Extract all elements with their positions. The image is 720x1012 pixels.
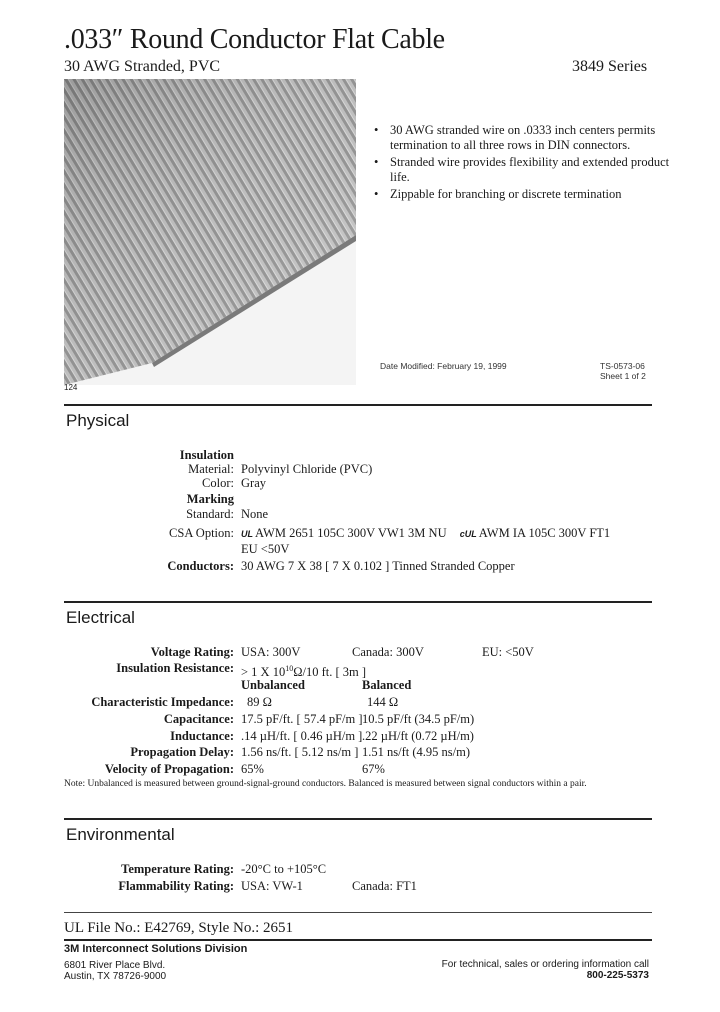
propagation-delay-label: Propagation Delay:	[130, 745, 234, 759]
material-value: Polyvinyl Chloride (PVC)	[241, 462, 373, 476]
color-value: Gray	[241, 476, 266, 490]
address-line-1: 6801 River Place Blvd.	[64, 960, 166, 971]
marking-label: Marking	[186, 492, 234, 506]
inductance-label: Inductance:	[170, 729, 234, 743]
feature-list	[374, 123, 674, 204]
voltage-canada: Canada: 300V	[352, 645, 424, 659]
ul-file-number: UL File No.: E42769, Style No.: 2651	[64, 920, 294, 936]
conductors-value: 30 AWG 7 X 38 [ 7 X 0.102 ] Tinned Stranded Copper	[241, 559, 515, 573]
contact-text: For technical, sales or ordering information call	[441, 959, 649, 970]
standard-value: None	[241, 507, 269, 521]
impedance-label: Characteristic Impedance:	[91, 695, 234, 709]
temperature-value: -20°C to +105°C	[241, 862, 327, 876]
velocity-label: Velocity of Propagation:	[104, 762, 234, 776]
insulation-label: Insulation	[179, 448, 234, 462]
material-label: Material:	[188, 462, 234, 476]
physical-heading: Physical	[66, 411, 130, 430]
capacitance-balanced: 10.5 pF/ft (34.5 pF/m)	[362, 712, 475, 726]
voltage-eu: EU: <50V	[482, 645, 534, 659]
capacitance-label: Capacitance:	[163, 712, 234, 726]
cul-logo-icon: cUL	[459, 529, 477, 539]
section-divider	[64, 601, 652, 603]
impedance-unbalanced: 89 Ω	[247, 695, 272, 709]
csa-label: CSA Option:	[169, 526, 234, 540]
page-subtitle: 30 AWG Stranded, PVC	[64, 58, 221, 75]
inductance-balanced: .22 µH/ft (0.72 µH/m)	[362, 729, 474, 743]
standard-label: Standard:	[186, 507, 234, 521]
csa-value	[241, 526, 610, 542]
conductors-label: Conductors:	[167, 559, 234, 573]
footer-divider	[64, 939, 652, 941]
section-divider	[64, 818, 652, 820]
ul-logo-icon: UL	[241, 529, 253, 539]
unbalanced-heading: Unbalanced	[241, 678, 305, 692]
section-divider	[64, 404, 652, 406]
propagation-delay-unbalanced: 1.56 ns/ft. [ 5.12 ns/m ]	[241, 745, 359, 759]
flammability-usa: USA: VW-1	[241, 879, 303, 893]
propagation-delay-balanced: 1.51 ns/ft (4.95 ns/m)	[362, 745, 470, 759]
ins-res-exponent: 10	[285, 664, 294, 673]
feature-item: • Zippable for branching or discrete termination	[374, 187, 674, 202]
flammability-label: Flammability Rating:	[118, 879, 234, 893]
impedance-balanced: 144 Ω	[367, 695, 399, 709]
contact-phone: 800-225-5373	[586, 970, 649, 981]
velocity-balanced: 67%	[362, 762, 385, 776]
section-divider	[64, 912, 652, 913]
csa-value-1: AWM 2651 105C 300V VW1 3M NU	[255, 526, 447, 540]
page-title: .033″ Round Conductor Flat Cable	[64, 24, 445, 55]
series-label: 3849 Series	[572, 58, 648, 75]
address-line-2: Austin, TX 78726-9000	[64, 971, 167, 982]
feature-item: • Stranded wire provides flexibility and extended product life.	[374, 155, 674, 185]
page-number: 124	[64, 383, 78, 392]
temperature-label: Temperature Rating:	[121, 862, 234, 876]
csa-value-2: AWM IA 105C 300V FT1	[478, 526, 611, 540]
cable-photo	[64, 79, 356, 385]
voltage-label: Voltage Rating:	[150, 645, 234, 659]
color-label: Color:	[202, 476, 234, 490]
velocity-unbalanced: 65%	[241, 762, 264, 776]
date-modified: Date Modified: February 19, 1999	[380, 361, 507, 371]
environmental-heading: Environmental	[66, 825, 175, 844]
balanced-heading: Balanced	[362, 678, 412, 692]
insulation-resistance-label: Insulation Resistance:	[116, 661, 234, 675]
voltage-usa: USA: 300V	[241, 645, 301, 659]
sheet-number: Sheet 1 of 2	[600, 371, 646, 381]
capacitance-unbalanced: 17.5 pF/ft. [ 57.4 pF/m ]	[241, 712, 363, 726]
flammability-canada: Canada: FT1	[352, 879, 417, 893]
electrical-note: Note: Unbalanced is measured between ground-signal-ground conductors. Balanced is measured between signal conductors within a pair.	[64, 779, 587, 789]
inductance-unbalanced: .14 µH/ft. [ 0.46 µH/m ]	[241, 729, 363, 743]
csa-value-3: EU <50V	[241, 542, 290, 556]
electrical-heading: Electrical	[66, 608, 135, 627]
ins-res-unit: Ω/10 ft. [ 3m ]	[293, 665, 367, 680]
ins-res-base: > 1 X 10	[241, 665, 286, 680]
division-name: 3M Interconnect Solutions Division	[64, 943, 248, 955]
document-number: TS-0573-06	[600, 361, 645, 371]
feature-item: • 30 AWG stranded wire on .0333 inch centers permits termination to all three rows in DIN connectors.	[374, 123, 674, 153]
